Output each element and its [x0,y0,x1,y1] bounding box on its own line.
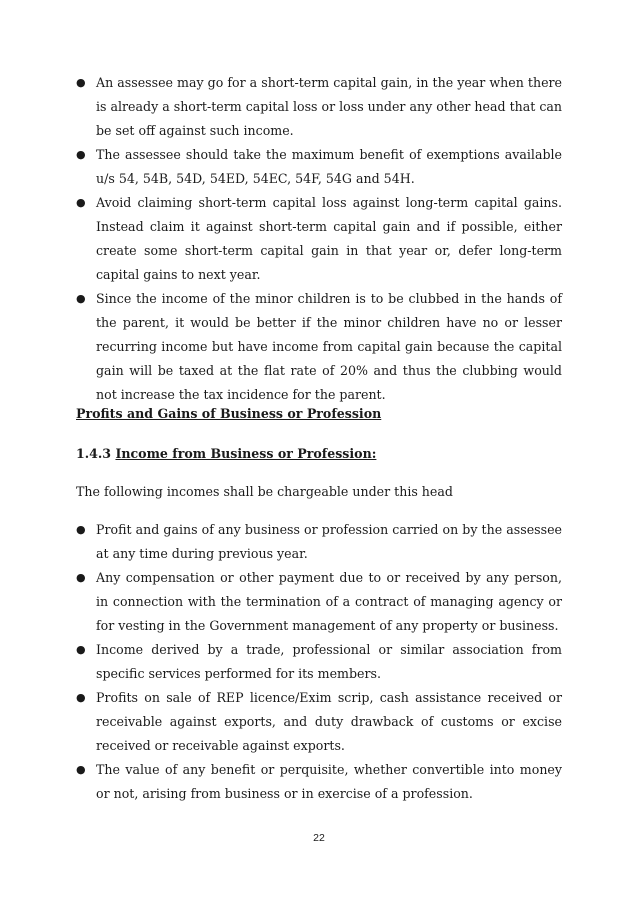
section-heading: Profits and Gains of Business or Profession [76,406,382,421]
list-item [76,71,562,143]
list-item-text: Avoid claiming short-term capital loss against long-term capital gains. Instead claim it against short-term capital gain and if possible, either create some short-term capital gain in that year or, defer long-term capital gains to next year. [96,195,562,282]
list-item-text: Profit and gains of any business or profession carried on by the assessee at any time during previous year. [96,522,562,561]
list-item-text: Any compensation or other payment due to or received by any person, in connection with the termination of a contract of managing agency or for vesting in the Government management of any property or business. [96,570,562,633]
bullet-icon: ● [76,292,86,305]
list-item [76,758,562,806]
subsection-number: 1.4.3 [76,446,112,461]
bullet-icon: ● [76,196,86,209]
list-item [76,143,562,191]
bullet-icon: ● [76,763,86,776]
list-item [76,287,562,407]
bullet-icon: ● [76,148,86,161]
list-item-text: Profits on sale of REP licence/Exim scrip, cash assistance received or receivable against exports, and duty drawback of customs or excise received or receivable against exports. [96,690,562,753]
list-item-text: The assessee should take the maximum benefit of exemptions available u/s 54, 54B, 54D, 54ED, 54EC, 54F, 54G and 54H. [96,147,562,186]
list-item [76,518,562,566]
list-item-text: An assessee may go for a short-term capital gain, in the year when there is already a short-term capital loss or loss under any other head that can be set off against such income. [96,75,562,138]
list-item-text: The value of any benefit or perquisite, whether convertible into money or not, arising from business or in exercise of a profession. [96,762,562,801]
list-item [76,638,562,686]
subsection-title: Income from Business or Profession: [115,446,377,461]
list-item-text: Since the income of the minor children is to be clubbed in the hands of the parent, it would be better if the minor children have no or lesser recurring income but have income from capital gain because the capital gain will be taxed at the flat rate of 20% and thus the clubbing would not increase the tax incidence for the parent. [96,291,562,402]
list-item [76,686,562,758]
bullet-icon: ● [76,691,86,704]
page-number: 22 [313,832,325,844]
list-item-text: Income derived by a trade, professional or similar association from specific services performed for its members. [96,642,562,681]
list-item [76,566,562,638]
tax-planning-bullet-list [76,71,562,407]
bullet-icon: ● [76,643,86,656]
bullet-icon: ● [76,523,86,536]
bullet-icon: ● [76,571,86,584]
list-item [76,191,562,287]
intro-paragraph: The following incomes shall be chargeable under this head [76,484,453,499]
bullet-icon: ● [76,76,86,89]
subsection-heading [76,444,562,464]
chargeable-income-bullet-list [76,518,562,806]
